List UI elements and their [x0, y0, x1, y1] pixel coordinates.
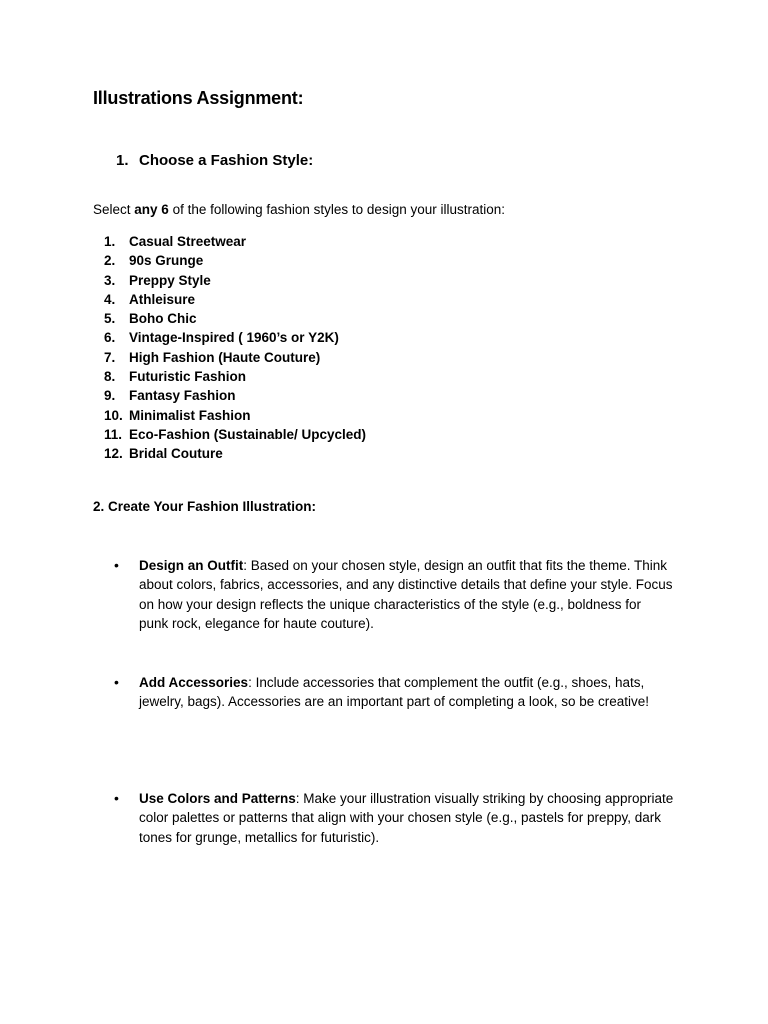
intro-text-end: of the following fashion styles to design your illustration: [168, 202, 505, 217]
section-number: 1. [116, 152, 129, 169]
fashion-style-list [104, 232, 366, 464]
list-number: 7. [104, 349, 116, 365]
bullet-icon: • [114, 557, 119, 573]
page-title: Illustrations Assignment: [93, 88, 304, 108]
section-heading-create-illustration: 2. Create Your Fashion Illustration: [93, 499, 317, 514]
bullet-text: : Based on your chosen style, design an outfit that fits the theme. Think about colors, fabrics, accessories, and any distinctive details that define your style. Focus on how your design reflects the unique characteristics of the style (e.g., boldness for punk rock, elegance for haute couture). [139, 558, 673, 631]
list-number: 4. [104, 291, 116, 307]
bullet-label: Add Accessories [139, 675, 249, 690]
list-item [104, 386, 366, 405]
section-heading-choose-style [116, 152, 313, 169]
list-number: 11. [104, 426, 123, 442]
list-item [104, 425, 366, 444]
list-item [104, 290, 366, 309]
section-heading-text: Choose a Fashion Style: [139, 152, 314, 169]
list-number: 10. [104, 407, 123, 423]
bullet-add-accessories [114, 673, 674, 712]
list-item [104, 406, 366, 425]
bullet-label: Use Colors and Patterns [139, 791, 296, 806]
bullet-design-outfit [114, 556, 674, 633]
list-number: 5. [104, 311, 116, 327]
list-number: 3. [104, 272, 116, 288]
list-item-label: Preppy Style [129, 272, 211, 288]
list-item [104, 251, 366, 270]
list-number: 1. [104, 234, 116, 249]
list-item-label: Eco-Fashion (Sustainable/ Upcycled) [129, 426, 367, 442]
bullet-icon: • [114, 674, 119, 690]
list-item-label: Vintage-Inspired ( 1960’s or Y2K) [129, 330, 339, 346]
list-item [104, 444, 366, 463]
bullet-icon: • [114, 790, 119, 806]
list-number: 6. [104, 330, 116, 346]
list-item-label: Casual Streetwear [129, 234, 247, 249]
list-item [104, 328, 366, 347]
list-item-label: Bridal Couture [129, 446, 223, 462]
list-item-label: Minimalist Fashion [129, 407, 251, 423]
list-item [104, 232, 366, 251]
list-item-label: 90s Grunge [129, 253, 204, 269]
list-item-label: Athleisure [129, 291, 196, 307]
list-item [104, 348, 366, 367]
list-item-label: Boho Chic [129, 311, 197, 327]
list-item-label: Futuristic Fashion [129, 369, 247, 385]
list-number: 8. [104, 369, 116, 385]
list-item-label: Fantasy Fashion [129, 388, 236, 404]
list-number: 12. [104, 446, 123, 462]
list-number: 2. [104, 253, 116, 269]
bullet-label: Design an Outfit [139, 558, 244, 573]
list-item-label: High Fashion (Haute Couture) [129, 349, 321, 365]
list-number: 9. [104, 388, 116, 404]
intro-text-start: Select [93, 202, 135, 217]
list-item [104, 309, 366, 328]
instructions-text [93, 202, 505, 217]
list-item [104, 271, 366, 290]
list-item [104, 367, 366, 386]
bullet-text: : Make your illustration visually striking by choosing appropriate color palettes or patterns that align with your chosen style (e.g., pastels for preppy, dark tones for grunge, metallics for futuristic). [139, 791, 674, 845]
bullet-text: : Include accessories that complement the outfit (e.g., shoes, hats, jewelry, bags). Accessories are an important part of completing a look, so be creative! [139, 675, 649, 710]
bullet-colors-patterns [114, 789, 674, 847]
intro-emphasis: any 6 [134, 202, 169, 217]
